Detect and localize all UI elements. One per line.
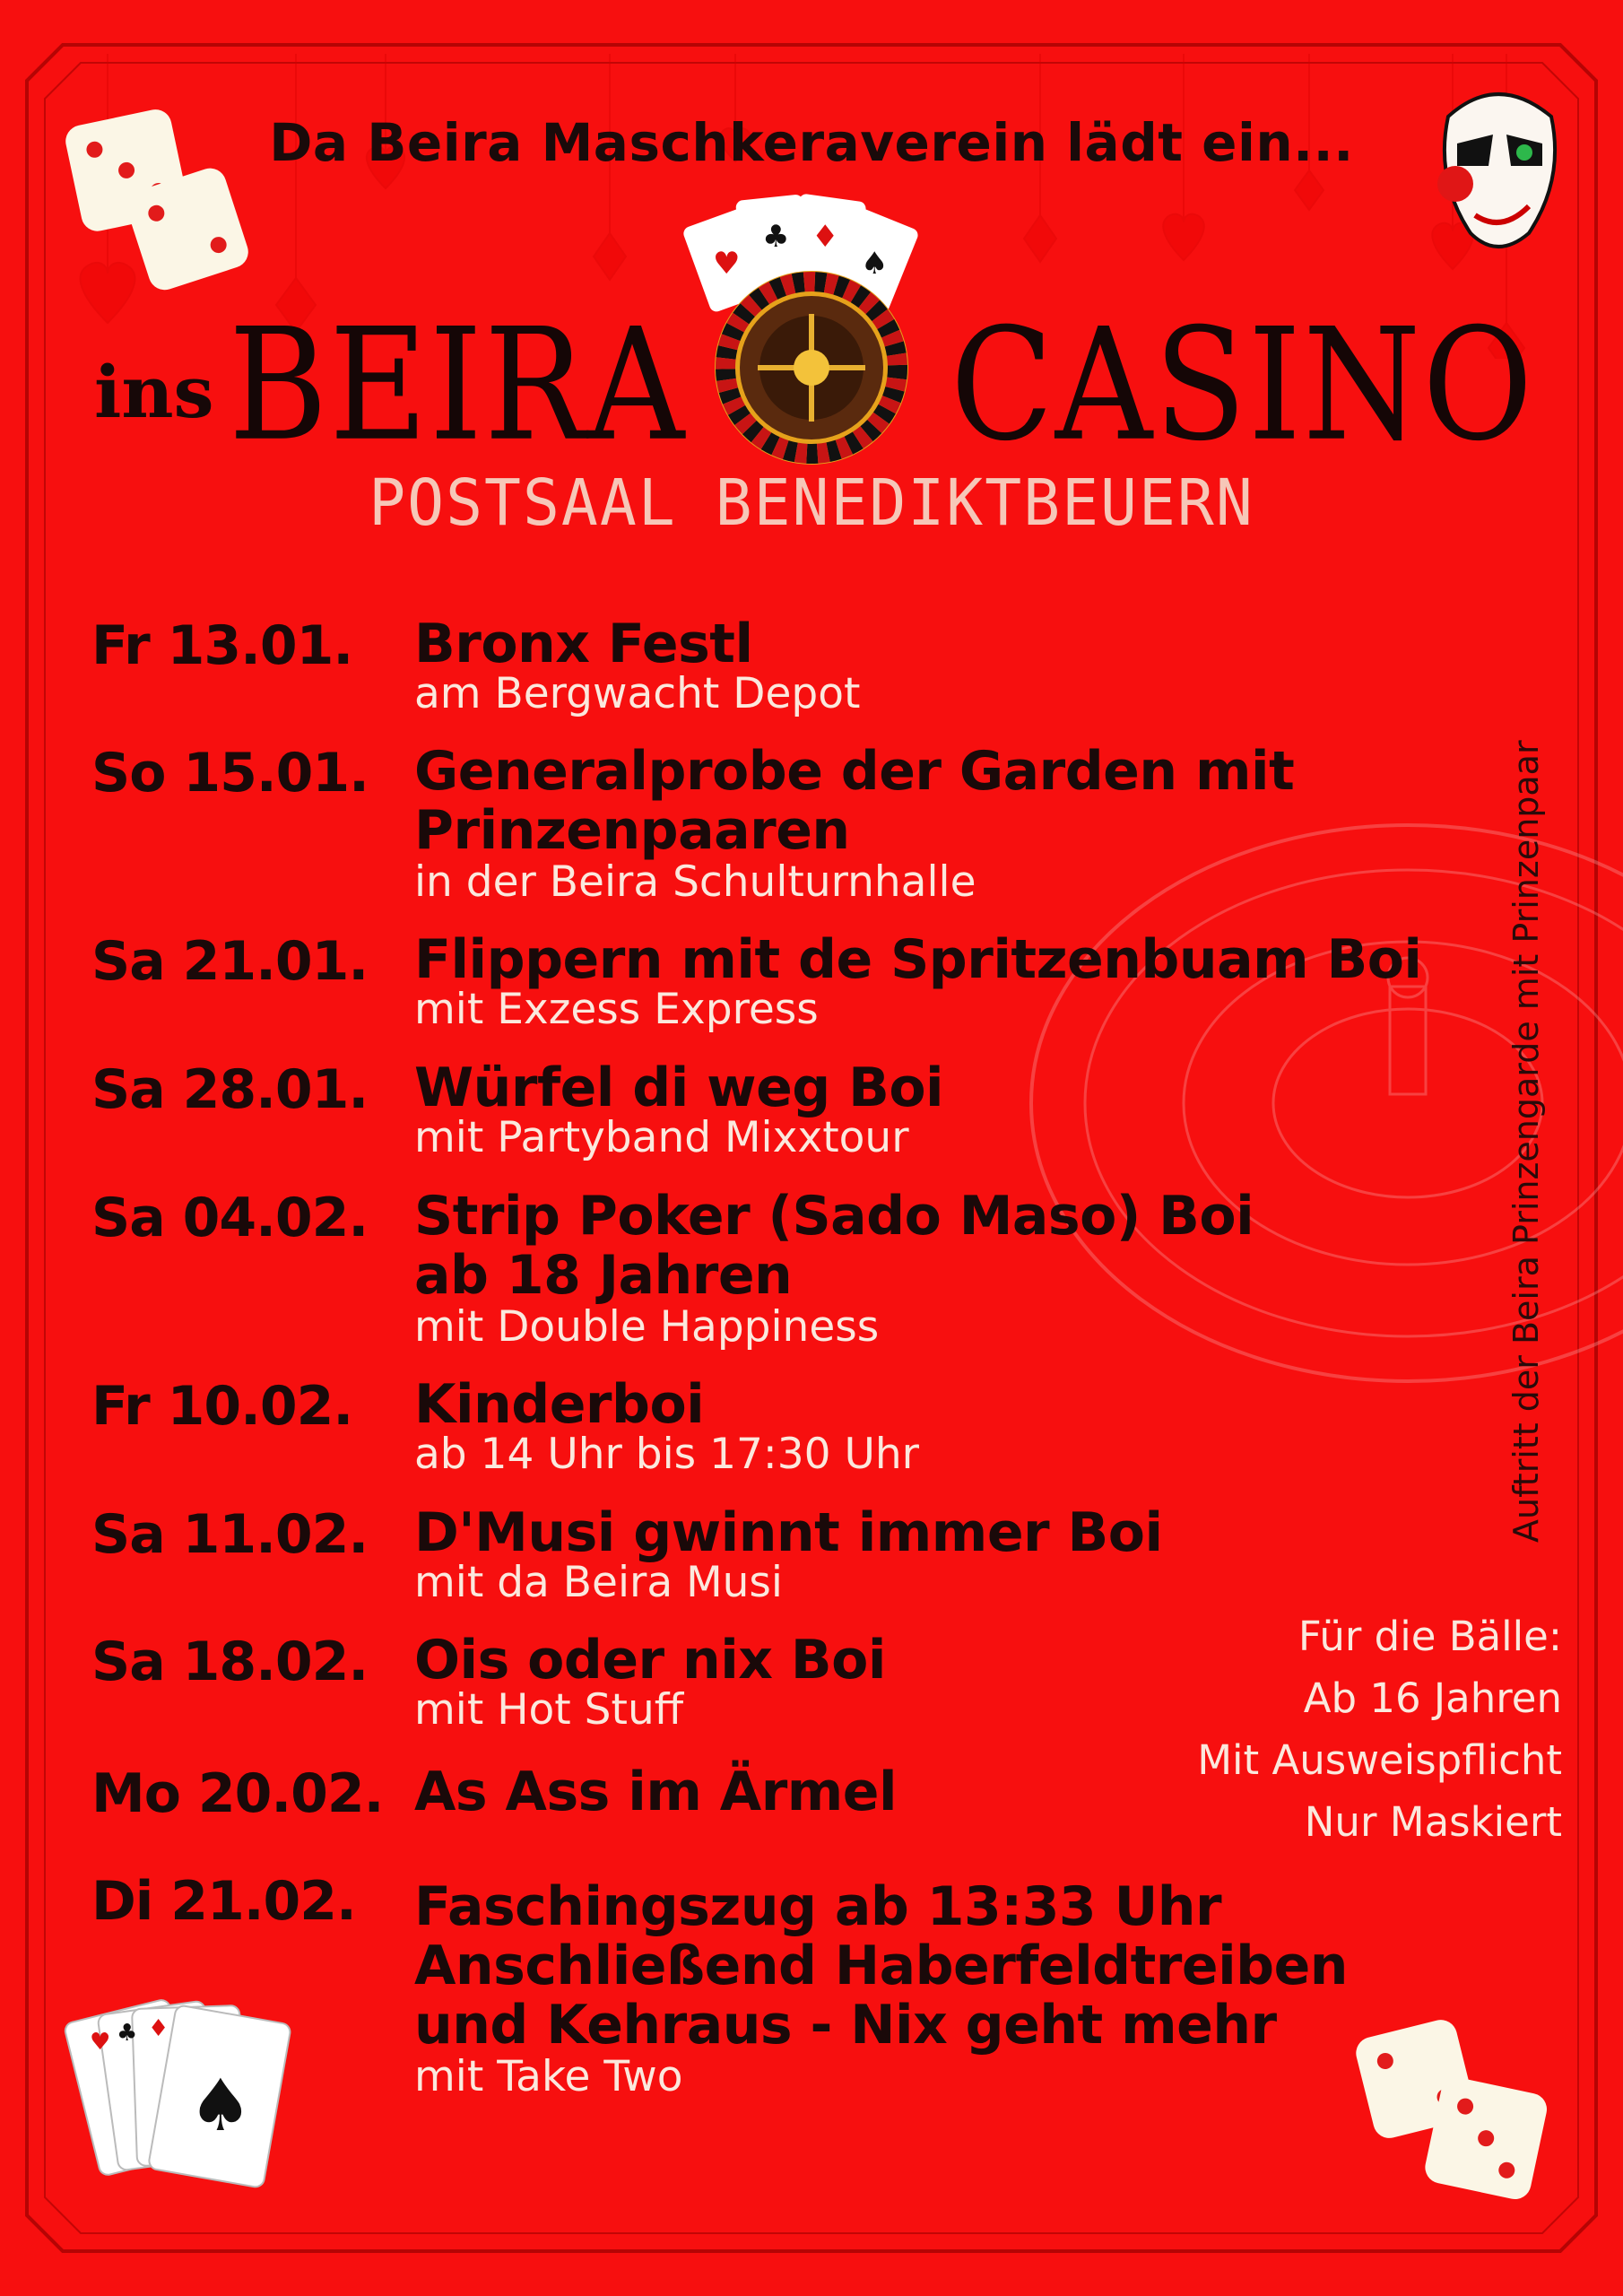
event-title: Generalprobe der Garden mit [414, 740, 1295, 803]
event-title: Flippern mit de Spritzenbuam Boi [414, 928, 1422, 991]
svg-text:♥: ♥ [713, 246, 741, 282]
ball-info-line: Mit Ausweispflicht [1197, 1736, 1562, 1784]
event-subtitle: mit Take Two [414, 2052, 683, 2101]
ball-info-line: Für die Bälle: [1298, 1613, 1562, 1660]
event-title: Würfel di weg Boi [414, 1057, 944, 1119]
event-subtitle: mit Double Happiness [414, 1302, 880, 1352]
svg-text:♠: ♠ [188, 2064, 253, 2147]
event-date: Mo 20.02. [91, 1762, 384, 1825]
event-subtitle: in der Beira Schulturnhalle [414, 857, 976, 907]
event-title: Kinderboi [414, 1373, 705, 1436]
vertical-note: Auftritt der Beira Prinzengarde mit Prinzenpaar [1506, 740, 1546, 1543]
event-subtitle: ab 14 Uhr bis 17:30 Uhr [414, 1430, 919, 1479]
roulette-wheel-icon [677, 188, 946, 484]
event-date: So 15.01. [91, 742, 369, 804]
ball-info [1197, 1605, 1562, 1853]
event-date: Fr 10.02. [91, 1375, 353, 1438]
event-title: Strip Poker (Sado Maso) Boi [414, 1185, 1254, 1248]
svg-text:♥: ♥ [90, 2029, 111, 2056]
title-beira: BEIRA [229, 296, 687, 476]
ball-info-line: Ab 16 Jahren [1303, 1674, 1562, 1722]
ball-info-line: Nur Maskiert [1304, 1798, 1562, 1846]
svg-text:♦: ♦ [148, 2015, 169, 2042]
event-date: Sa 21.01. [91, 930, 369, 993]
event-subtitle: mit Partyband Mixxtour [414, 1113, 909, 1162]
playing-cards-icon [63, 1982, 314, 2215]
event-date: Sa 28.01. [91, 1058, 369, 1121]
event-subtitle: mit Exzess Express [414, 985, 819, 1034]
event-title: Bronx Festl [414, 613, 753, 675]
svg-text:♠: ♠ [861, 246, 889, 282]
event-title: Faschingszug ab 13:33 Uhr [414, 1875, 1222, 1938]
event-subtitle: mit da Beira Musi [414, 1558, 783, 1607]
event-title-line2: Prinzenpaaren [414, 799, 850, 862]
dice-icon-bottom-right [1354, 2013, 1551, 2211]
event-title: D'Musi gwinnt immer Boi [414, 1501, 1163, 1564]
invite-line: Da Beira Maschkeraverein lädt ein... [269, 112, 1354, 173]
event-date: Di 21.02. [91, 1870, 356, 1933]
svg-text:♦: ♦ [812, 219, 839, 255]
event-title-line3: und Kehraus - Nix geht mehr [414, 1994, 1277, 2057]
event-title: As Ass im Ärmel [414, 1761, 898, 1823]
event-date: Fr 13.01. [91, 614, 353, 677]
event-title: Ois oder nix Boi [414, 1629, 886, 1692]
event-date: Sa 18.02. [91, 1631, 369, 1693]
title-casino: CASINO [950, 296, 1535, 476]
venue-subtitle: POSTSAAL BENEDIKTBEUERN [369, 466, 1254, 541]
ins-word: ins [94, 350, 214, 434]
svg-text:♣: ♣ [762, 219, 790, 255]
event-date: Sa 11.02. [91, 1503, 369, 1566]
svg-text:♣: ♣ [117, 2020, 138, 2047]
event-subtitle: am Bergwacht Depot [414, 669, 861, 718]
event-title-line2: Anschließend Haberfeldtreiben [414, 1935, 1349, 1997]
event-title-line2: ab 18 Jahren [414, 1244, 793, 1307]
event-subtitle: mit Hot Stuff [414, 1685, 684, 1735]
event-date: Sa 04.02. [91, 1187, 369, 1249]
